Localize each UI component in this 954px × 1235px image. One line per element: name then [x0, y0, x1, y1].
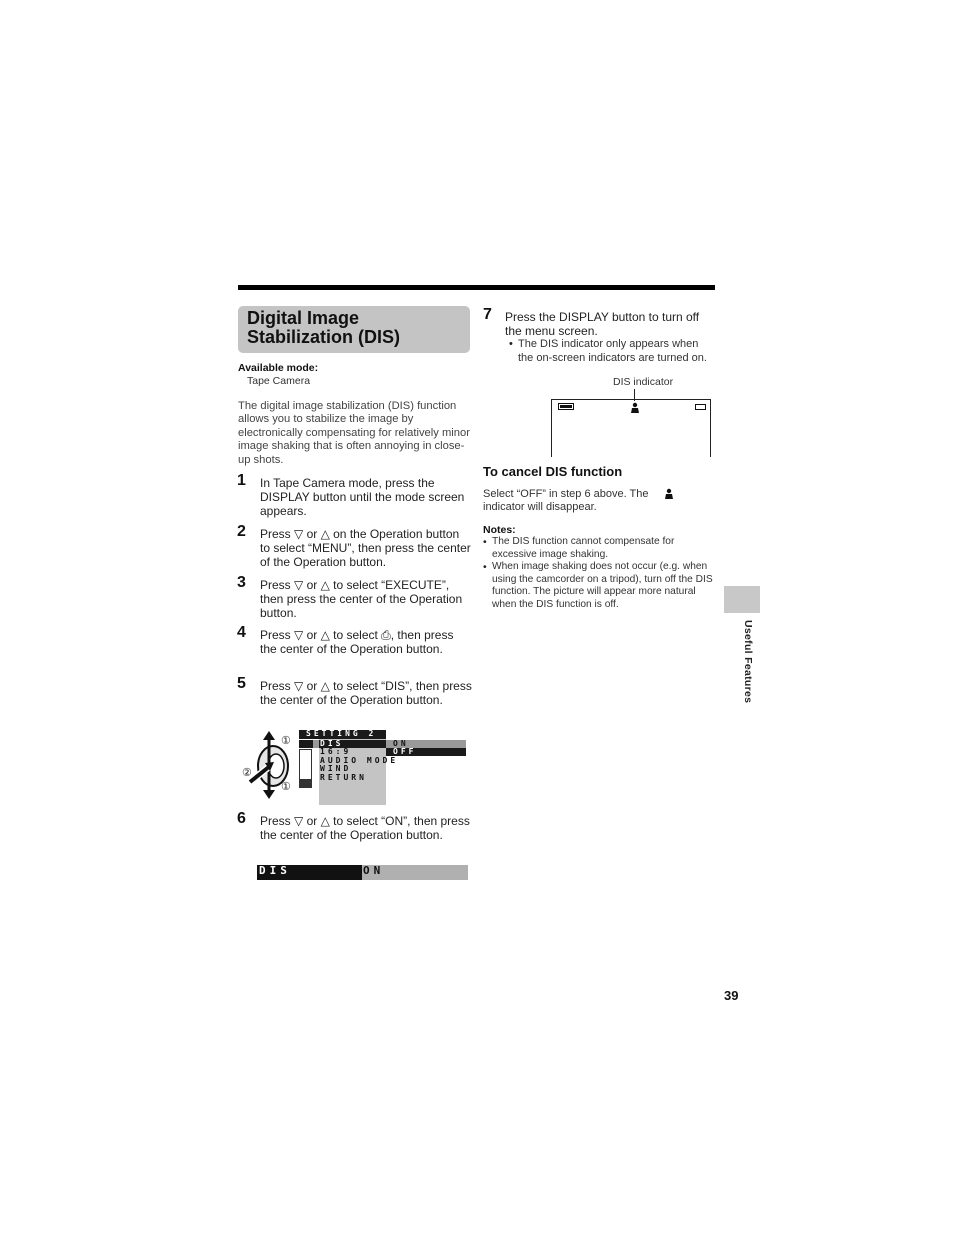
intro-text: The digital image stabilization (DIS) function allows you to stabilize the image by electronically compensating for relatively minor image shaking that is often annoying in close-up shots. — [238, 400, 470, 466]
available-mode-label: Available mode: — [238, 362, 319, 374]
step-number: 1 — [237, 472, 246, 489]
step-text: Press ▽ or △ on the Operation button to select “MENU”, then press the center of the Operation button. — [260, 527, 471, 569]
operation-button-icon — [240, 730, 300, 800]
camera-menu-icon — [299, 740, 313, 748]
section-label: Useful Features — [742, 620, 754, 704]
dis-on-bar — [257, 865, 468, 880]
dis-indicator-label: DIS indicator — [613, 376, 674, 388]
menu-screen — [299, 730, 467, 806]
dis-hand-icon — [630, 402, 640, 413]
menu-item-dis: DIS — [320, 739, 344, 748]
return-icon — [299, 779, 312, 788]
tape-icon — [695, 404, 706, 410]
menu-item-return: RETURN — [320, 772, 367, 782]
step-number: 7 — [483, 306, 492, 323]
dis-bar-value: ON — [363, 864, 385, 877]
bullet: • — [483, 536, 487, 548]
menu-item-wind: WIND — [320, 764, 352, 774]
menu-header: SETTING 2 — [306, 729, 377, 738]
menu-option-on: ON — [393, 739, 409, 748]
note-1: The DIS function cannot compensate for excessive image shaking. — [492, 536, 675, 560]
battery-icon — [558, 403, 574, 410]
menu-item-169: 16:9 — [320, 747, 352, 757]
dis-hand-icon — [664, 488, 674, 499]
bullet: • — [509, 338, 513, 350]
step7-bullet-text: The DIS indicator only appears when the on-screen indicators are turned on. — [518, 338, 707, 364]
callout-1-bottom: ① — [281, 781, 291, 793]
step-number: 3 — [237, 574, 246, 591]
note-2: When image shaking does not occur (e.g. when using the camcorder on a tripod), turn off the DIS function. The picture will appear more natural when the DIS function is off. — [492, 561, 713, 610]
header-rule — [238, 285, 715, 290]
callout-2: ② — [242, 767, 252, 779]
notes-heading: Notes: — [483, 524, 516, 536]
section-tab — [724, 586, 760, 613]
step-text: Press ▽ or △ to select ⎙, then press the center of the Operation button. — [260, 628, 454, 656]
step-number: 5 — [237, 675, 246, 692]
cancel-heading: To cancel DIS function — [483, 464, 623, 479]
step-text: Press ▽ or △ to select “EXECUTE”, then press the center of the Operation button. — [260, 578, 463, 620]
step-text: Press ▽ or △ to select “ON”, then press the center of the Operation button. — [260, 814, 470, 842]
menu-item-audio: AUDIO MODE — [320, 755, 399, 765]
step-text: Press ▽ or △ to select “DIS”, then press the center of the Operation button. — [260, 679, 472, 707]
step-text: Press the DISPLAY button to turn off the menu screen. — [505, 310, 700, 338]
step-number: 6 — [237, 810, 246, 827]
bullet: • — [483, 561, 487, 573]
page-number: 39 — [724, 988, 739, 1003]
cancel-text-2: indicator will disappear. — [483, 501, 597, 513]
cancel-text-1: Select “OFF” in step 6 above. The — [483, 488, 649, 500]
page-title: Digital Image Stabilization (DIS) — [247, 308, 400, 347]
step-text: In Tape Camera mode, press the DISPLAY button until the mode screen appears. — [260, 476, 465, 518]
step-number: 4 — [237, 624, 246, 641]
available-mode-value: Tape Camera — [247, 375, 311, 387]
screen-frame — [551, 399, 711, 457]
menu-option-off: OFF — [393, 747, 417, 757]
dis-bar-label: DIS — [259, 864, 291, 877]
step-number: 2 — [237, 523, 246, 540]
callout-1-top: ① — [281, 735, 291, 747]
